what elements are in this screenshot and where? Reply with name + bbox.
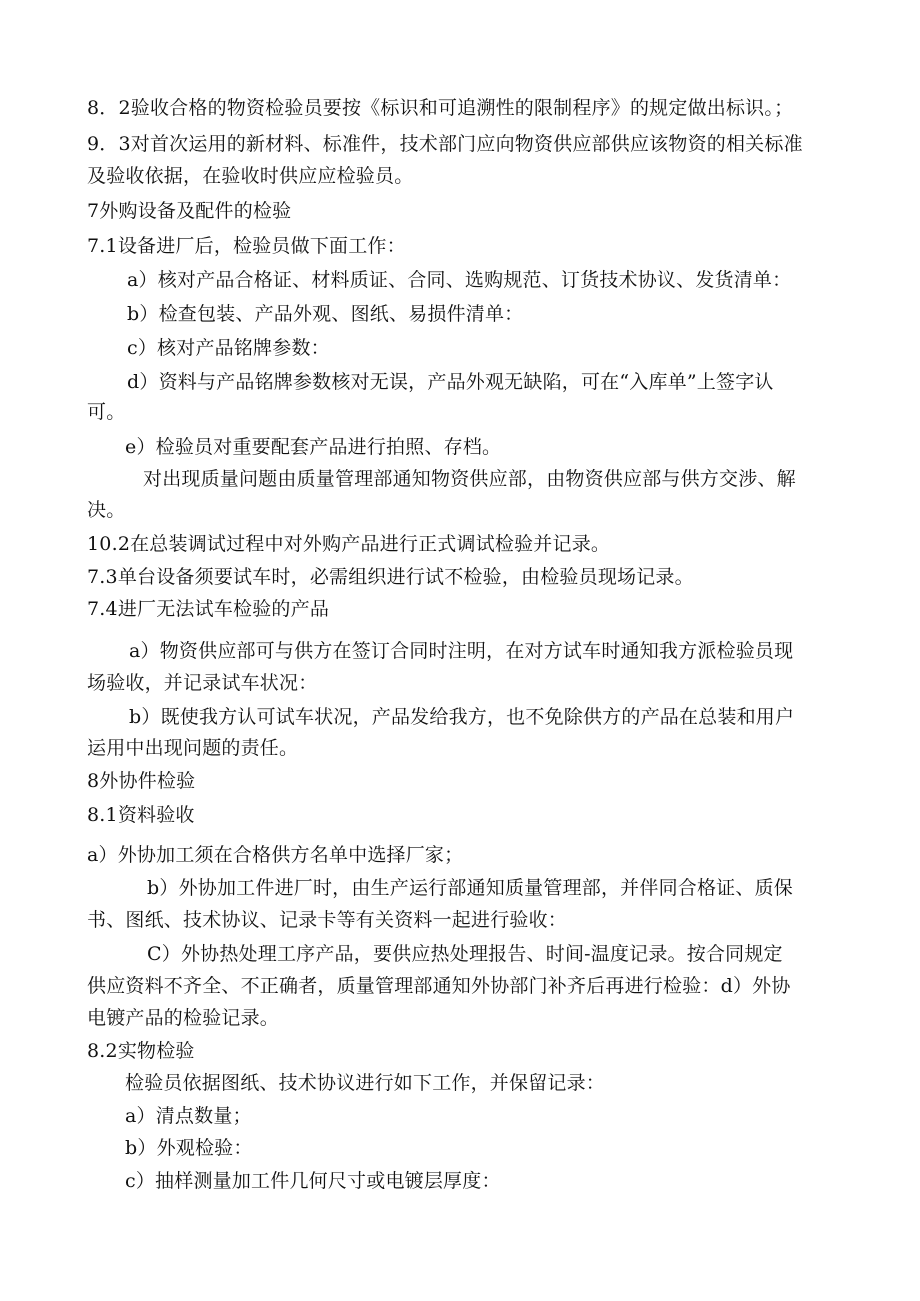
text-line: 对出现质量问题由质量管理部通知物资供应部，由物资供应部与供方交涉、解 [143, 468, 796, 490]
text-line: 可。 [87, 401, 126, 423]
text-line: 运用中出现问题的责任。 [87, 737, 299, 759]
text-line: a）物资供应部可与供方在签订合同时注明，在对方试车时通知我方派检验员现 [129, 640, 794, 662]
text-line: a）清点数量； [125, 1105, 252, 1127]
text-line: b）检查包装、产品外观、图纸、易损件清单： [127, 303, 524, 325]
text-line: 及验收依据，在验收时供应应检验员。 [87, 165, 414, 187]
text-line: 检验员依据图纸、技术协议进行如下工作，并保留记录： [125, 1072, 606, 1094]
text-line: 7.3单台设备须要试车时，必需组织进行试不检验，由检验员现场记录。 [87, 566, 694, 588]
section-heading: 8外协件检验 [87, 770, 196, 792]
text-line: 8.2实物检验 [87, 1040, 195, 1062]
text-line: 场验收，并记录试车状况： [87, 672, 318, 694]
text-line: 7.4进厂无法试车检验的产品 [87, 598, 330, 620]
text-line: 8.1资料验收 [87, 804, 195, 826]
text-line: c）抽样测量加工件几何尺寸或电镀层厚度： [125, 1170, 501, 1192]
section-heading: 7外购设备及配件的检验 [87, 200, 292, 222]
text-line: e）检验员对重要配套产品进行拍照、存档。 [125, 436, 502, 458]
text-line: a）外协加工须在合格供方名单中选择厂家； [87, 844, 464, 866]
text-line: 7.1设备进厂后，检验员做下面工作： [87, 235, 406, 257]
text-line: 10.2在总装调试过程中对外购产品进行正式调试检验并记录。 [87, 533, 611, 555]
text-line: a）核对产品合格证、材料质证、合同、选购规范、订货技术协议、发货清单： [127, 269, 792, 291]
text-line: 8．2验收合格的物资检验员要按《标识和可追溯性的限制程序》的规定做出标识。； [87, 97, 794, 119]
text-line: 电镀产品的检验记录。 [87, 1007, 280, 1029]
text-line: b）外观检验： [125, 1137, 253, 1159]
text-line: 供应资料不齐全、不正确者，质量管理部通知外协部门补齐后再进行检验：d）外协 [87, 975, 791, 997]
text-line: 书、图纸、技术协议、记录卡等有关资料一起进行验收： [87, 909, 568, 931]
text-line: b）既使我方认可试车状况，产品发给我方，也不免除供方的产品在总装和用户 [129, 706, 795, 728]
text-line: d）资料与产品铭牌参数核对无误，产品外观无缺陷，可在“入库单”上签字认 [127, 371, 774, 393]
text-line: 决。 [87, 499, 126, 521]
text-line: b）外协加工件进厂时，由生产运行部通知质量管理部，并伴同合格证、质保 [147, 877, 793, 899]
text-line: c）核对产品铭牌参数： [127, 337, 330, 359]
text-line: 9．3对首次运用的新材料、标准件，技术部门应向物资供应部供应该物资的相关标准 [87, 133, 803, 155]
text-line: C）外协热处理工序产品，要供应热处理报告、时间-温度记录。按合同规定 [147, 943, 783, 965]
